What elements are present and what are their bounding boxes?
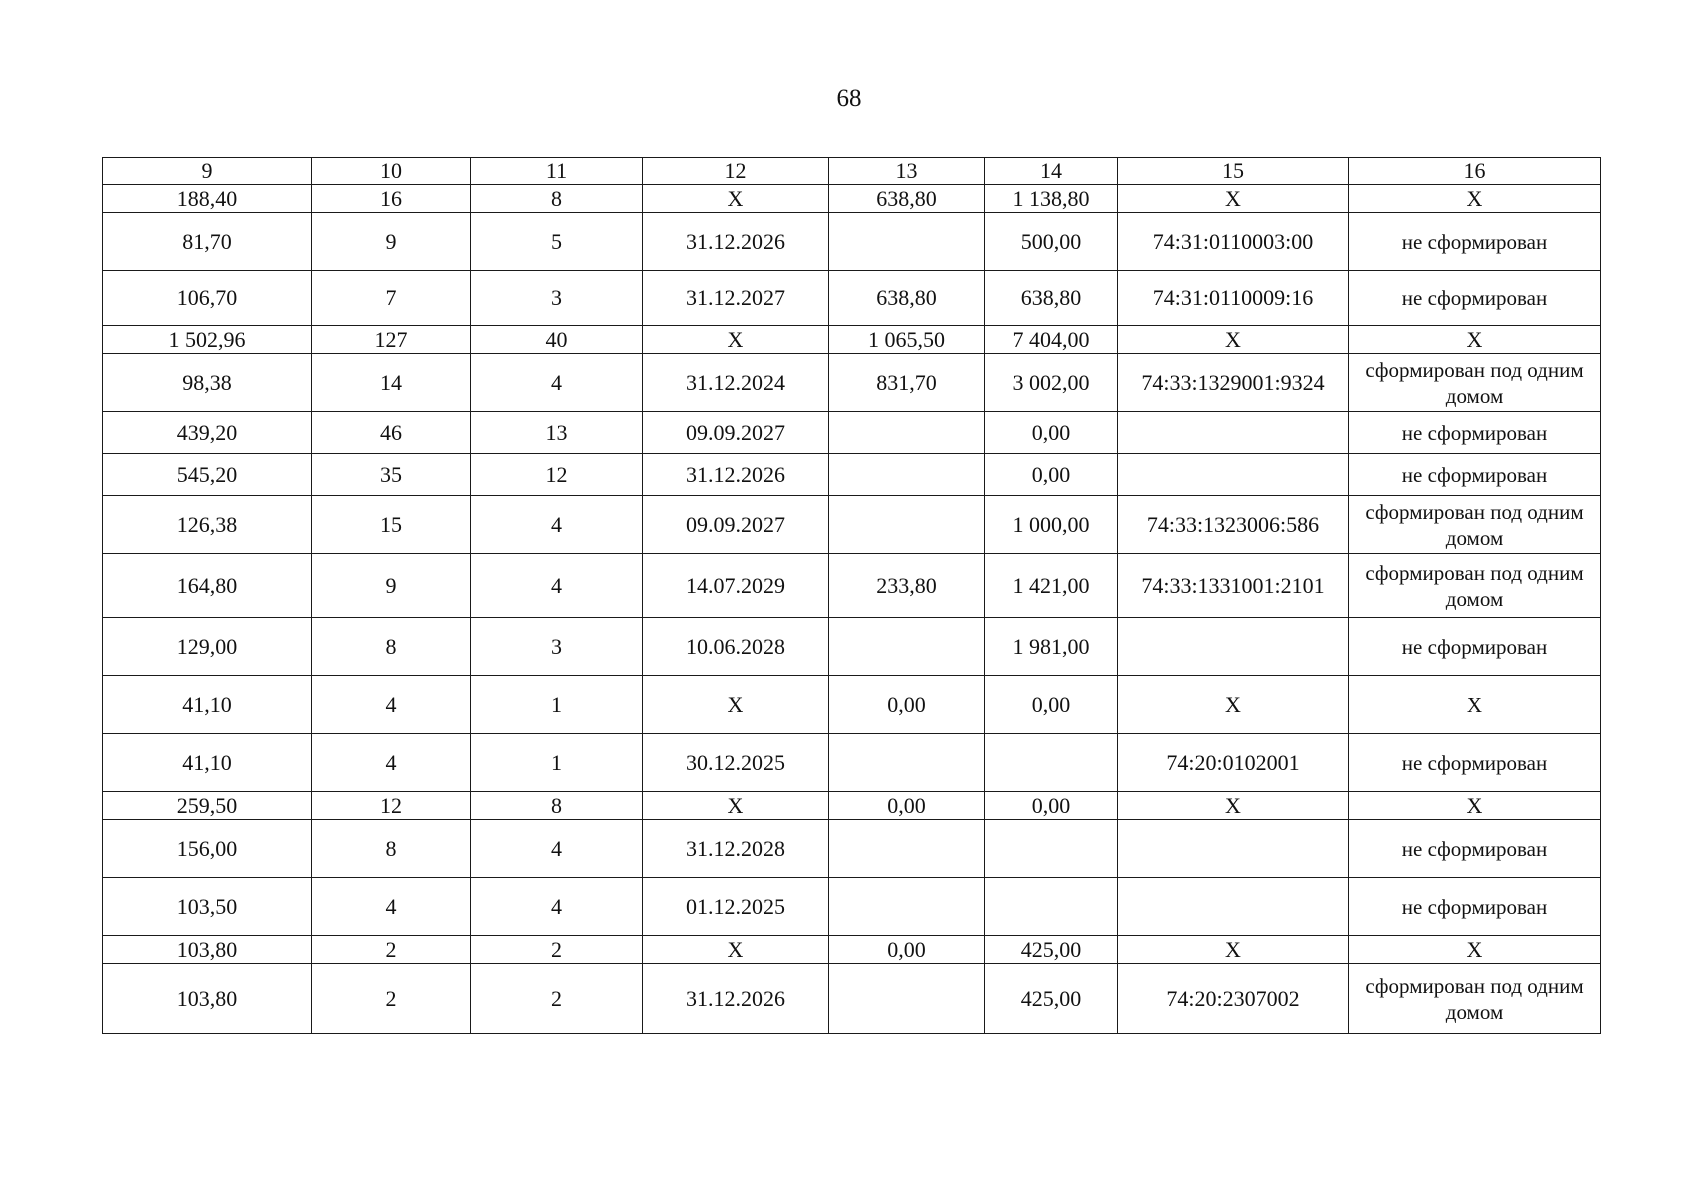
table-cell: 0,00 xyxy=(985,412,1118,454)
table-cell: 4 xyxy=(471,496,643,554)
table-cell: 31.12.2027 xyxy=(643,271,829,326)
table-row xyxy=(103,820,1601,878)
table-cell: 3 xyxy=(471,618,643,676)
table-cell: 1 000,00 xyxy=(985,496,1118,554)
table-cell: X xyxy=(1118,185,1349,213)
table-cell: не сформирован xyxy=(1349,734,1601,792)
table-cell: 2 xyxy=(471,936,643,964)
table-cell: 31.12.2026 xyxy=(643,213,829,271)
table-cell: 638,80 xyxy=(829,271,985,326)
table-cell xyxy=(1118,820,1349,878)
table-cell: X xyxy=(1349,326,1601,354)
table-cell: 831,70 xyxy=(829,354,985,412)
table-cell: сформирован под одним домом xyxy=(1349,354,1601,412)
table-cell: X xyxy=(643,676,829,734)
table-cell: 7 404,00 xyxy=(985,326,1118,354)
table-cell: 638,80 xyxy=(985,271,1118,326)
table-cell: 106,70 xyxy=(103,271,312,326)
table-cell xyxy=(1118,454,1349,496)
table-cell xyxy=(829,878,985,936)
table-cell: X xyxy=(1118,936,1349,964)
column-number-row xyxy=(103,158,1601,185)
table-row xyxy=(103,271,1601,326)
table-cell: 2 xyxy=(312,964,471,1034)
table-cell: 8 xyxy=(312,618,471,676)
table-row xyxy=(103,734,1601,792)
table-cell: 14.07.2029 xyxy=(643,554,829,618)
table-cell xyxy=(1118,878,1349,936)
table-cell: 74:33:1329001:9324 xyxy=(1118,354,1349,412)
table-cell: 164,80 xyxy=(103,554,312,618)
table-cell: 0,00 xyxy=(985,676,1118,734)
table-cell: 8 xyxy=(312,820,471,878)
table-row xyxy=(103,213,1601,271)
table-cell: не сформирован xyxy=(1349,213,1601,271)
table-cell: 103,50 xyxy=(103,878,312,936)
table-cell: 500,00 xyxy=(985,213,1118,271)
table-cell: не сформирован xyxy=(1349,271,1601,326)
table-cell: 74:33:1323006:586 xyxy=(1118,496,1349,554)
table-cell: 09.09.2027 xyxy=(643,412,829,454)
table-cell: X xyxy=(1118,792,1349,820)
table-cell xyxy=(829,496,985,554)
table-cell: 74:31:0110009:16 xyxy=(1118,271,1349,326)
table-row xyxy=(103,878,1601,936)
table-cell: 31.12.2024 xyxy=(643,354,829,412)
table-cell: 98,38 xyxy=(103,354,312,412)
table-cell: 7 xyxy=(312,271,471,326)
table-cell: 74:33:1331001:2101 xyxy=(1118,554,1349,618)
table-cell: 3 xyxy=(471,271,643,326)
table-cell: 8 xyxy=(471,185,643,213)
table-cell: 545,20 xyxy=(103,454,312,496)
table-row xyxy=(103,412,1601,454)
subtotal-row xyxy=(103,185,1601,213)
table-cell: 74:20:0102001 xyxy=(1118,734,1349,792)
table-cell: 0,00 xyxy=(985,792,1118,820)
subtotal-row xyxy=(103,936,1601,964)
table-cell xyxy=(829,618,985,676)
table-cell: 41,10 xyxy=(103,734,312,792)
table-cell: X xyxy=(643,936,829,964)
table-cell xyxy=(829,734,985,792)
column-number: 13 xyxy=(829,158,985,185)
table-cell: сформирован под одним домом xyxy=(1349,554,1601,618)
table-cell: 126,38 xyxy=(103,496,312,554)
table-cell: 74:20:2307002 xyxy=(1118,964,1349,1034)
table-row xyxy=(103,554,1601,618)
table-cell: 4 xyxy=(312,878,471,936)
table-cell: 638,80 xyxy=(829,185,985,213)
table-cell xyxy=(985,878,1118,936)
table-cell xyxy=(985,734,1118,792)
table-cell: не сформирован xyxy=(1349,820,1601,878)
table-cell: 259,50 xyxy=(103,792,312,820)
table-cell: 1 065,50 xyxy=(829,326,985,354)
table-cell: 31.12.2028 xyxy=(643,820,829,878)
table-cell: не сформирован xyxy=(1349,878,1601,936)
table-cell: 16 xyxy=(312,185,471,213)
table-cell: 12 xyxy=(471,454,643,496)
table-cell xyxy=(829,964,985,1034)
table-cell: 0,00 xyxy=(829,792,985,820)
table-cell xyxy=(829,412,985,454)
table-row xyxy=(103,454,1601,496)
subtotal-row xyxy=(103,326,1601,354)
table-cell: 15 xyxy=(312,496,471,554)
table-cell: не сформирован xyxy=(1349,618,1601,676)
table-cell: 8 xyxy=(471,792,643,820)
table-cell: 233,80 xyxy=(829,554,985,618)
table-cell xyxy=(985,820,1118,878)
table-cell: 103,80 xyxy=(103,964,312,1034)
table-cell: 41,10 xyxy=(103,676,312,734)
table-cell: 425,00 xyxy=(985,964,1118,1034)
table-cell: 31.12.2026 xyxy=(643,964,829,1034)
subtotal-row xyxy=(103,792,1601,820)
table-cell: 40 xyxy=(471,326,643,354)
table-cell: 1 981,00 xyxy=(985,618,1118,676)
column-number: 12 xyxy=(643,158,829,185)
table-row xyxy=(103,618,1601,676)
table-cell: 2 xyxy=(312,936,471,964)
table-cell: X xyxy=(1118,676,1349,734)
table-cell: 10.06.2028 xyxy=(643,618,829,676)
table-cell: 2 xyxy=(471,964,643,1034)
table-cell: 74:31:0110003:00 xyxy=(1118,213,1349,271)
table-cell: 13 xyxy=(471,412,643,454)
table-cell: 81,70 xyxy=(103,213,312,271)
table-cell: 35 xyxy=(312,454,471,496)
table-cell xyxy=(829,213,985,271)
table-cell: 103,80 xyxy=(103,936,312,964)
column-number: 15 xyxy=(1118,158,1349,185)
table-cell: X xyxy=(643,792,829,820)
table-cell: 5 xyxy=(471,213,643,271)
table-cell: не сформирован xyxy=(1349,454,1601,496)
table-cell: X xyxy=(643,185,829,213)
table-cell: 4 xyxy=(471,554,643,618)
table-cell: 9 xyxy=(312,554,471,618)
table-row xyxy=(103,964,1601,1034)
table-cell: 0,00 xyxy=(985,454,1118,496)
table-cell: X xyxy=(643,326,829,354)
table-cell: X xyxy=(1118,326,1349,354)
table-cell: 4 xyxy=(312,734,471,792)
table-row xyxy=(103,676,1601,734)
table-cell: 3 002,00 xyxy=(985,354,1118,412)
table-cell: X xyxy=(1349,185,1601,213)
table-cell xyxy=(829,820,985,878)
table-cell: 4 xyxy=(471,820,643,878)
column-number: 11 xyxy=(471,158,643,185)
table-cell: 9 xyxy=(312,213,471,271)
table-cell: сформирован под одним домом xyxy=(1349,496,1601,554)
table-cell: 4 xyxy=(471,354,643,412)
table-cell: 4 xyxy=(471,878,643,936)
table-cell: 31.12.2026 xyxy=(643,454,829,496)
table-cell: 0,00 xyxy=(829,936,985,964)
table-cell: 1 xyxy=(471,676,643,734)
table-cell: 1 502,96 xyxy=(103,326,312,354)
table-cell: X xyxy=(1349,936,1601,964)
table-cell: 188,40 xyxy=(103,185,312,213)
table-cell: 1 xyxy=(471,734,643,792)
table-cell: X xyxy=(1349,792,1601,820)
table-cell: 129,00 xyxy=(103,618,312,676)
table-cell: 1 421,00 xyxy=(985,554,1118,618)
column-number: 14 xyxy=(985,158,1118,185)
table-cell: 30.12.2025 xyxy=(643,734,829,792)
table-cell: 1 138,80 xyxy=(985,185,1118,213)
column-number: 16 xyxy=(1349,158,1601,185)
table-cell: 127 xyxy=(312,326,471,354)
table-cell: 14 xyxy=(312,354,471,412)
table-cell: 01.12.2025 xyxy=(643,878,829,936)
table-cell: не сформирован xyxy=(1349,412,1601,454)
table-cell: 12 xyxy=(312,792,471,820)
table-cell: X xyxy=(1349,676,1601,734)
table-cell: сформирован под одним домом xyxy=(1349,964,1601,1034)
table-cell xyxy=(1118,412,1349,454)
table-cell: 46 xyxy=(312,412,471,454)
table-cell: 439,20 xyxy=(103,412,312,454)
column-number: 10 xyxy=(312,158,471,185)
page-number: 68 xyxy=(836,85,862,112)
table-cell xyxy=(1118,618,1349,676)
table-cell: 156,00 xyxy=(103,820,312,878)
table-cell: 09.09.2027 xyxy=(643,496,829,554)
table-cell: 4 xyxy=(312,676,471,734)
table-row xyxy=(103,496,1601,554)
table-cell: 425,00 xyxy=(985,936,1118,964)
table-cell: 0,00 xyxy=(829,676,985,734)
column-number: 9 xyxy=(103,158,312,185)
table-row xyxy=(103,354,1601,412)
table-cell xyxy=(829,454,985,496)
data-table xyxy=(102,157,1601,1034)
